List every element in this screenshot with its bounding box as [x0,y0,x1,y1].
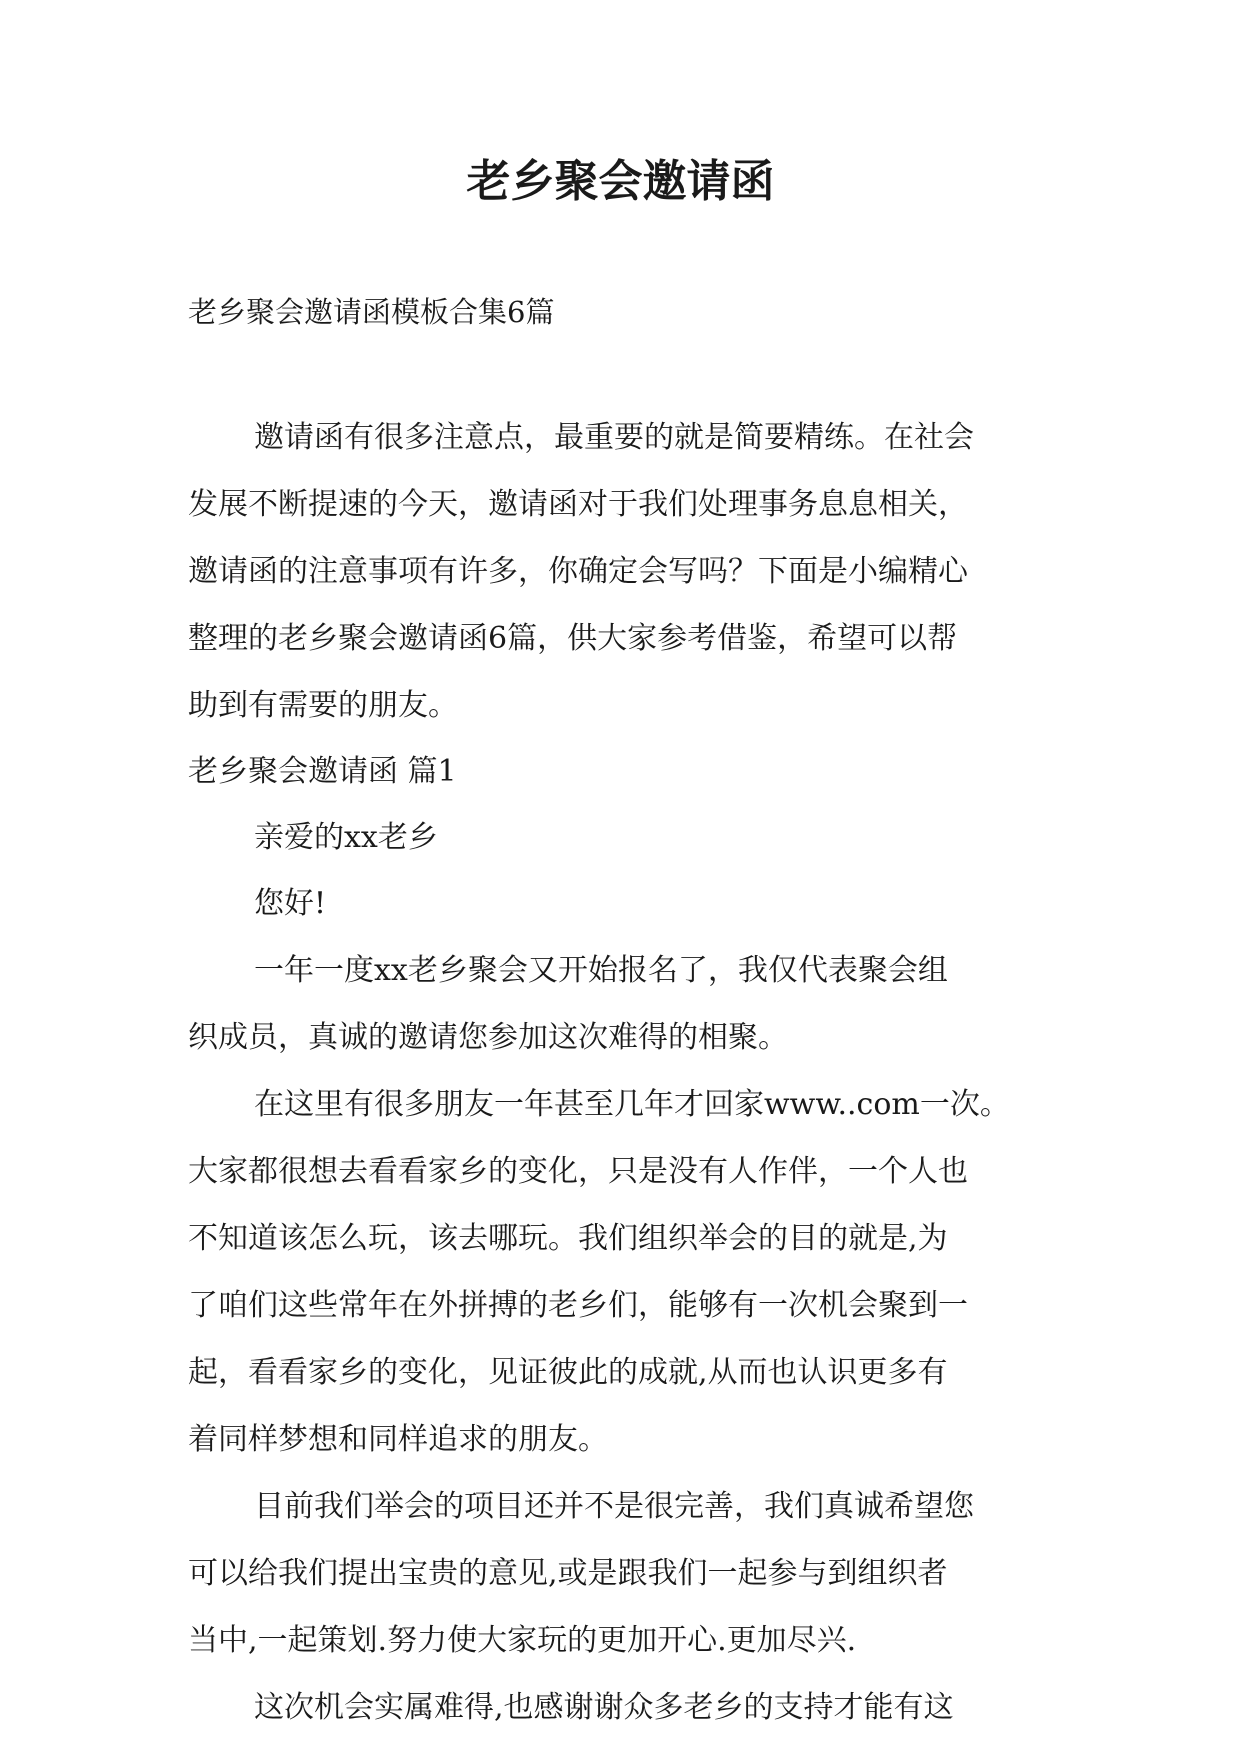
paragraph-line: 发展不断提速的今天，邀请函对于我们处理事务息息相关， [188,487,968,522]
document-subtitle: 老乡聚会邀请函模板合集6篇 [188,295,555,329]
greeting: 您好! [254,886,327,921]
paragraph-line: 着同样梦想和同样追求的朋友。 [188,1422,608,1457]
paragraph-line: 一年一度xx老乡聚会又开始报名了，我仅代表聚会组 [254,953,948,988]
paragraph-line: 在这里有很多朋友一年甚至几年才回家www..com一次。 [254,1087,1010,1122]
paragraph-line: 当中,一起策划.努力使大家玩的更加开心.更加尽兴. [188,1623,857,1658]
paragraph-line: 助到有需要的朋友。 [188,688,458,723]
salutation: 亲爱的xx老乡 [254,820,438,855]
paragraph-line: 织成员，真诚的邀请您参加这次难得的相聚。 [188,1020,788,1055]
paragraph-line: 大家都很想去看看家乡的变化，只是没有人作伴，一个人也 [188,1154,968,1189]
section-heading: 老乡聚会邀请函 篇1 [188,754,457,789]
paragraph-line: 整理的老乡聚会邀请函6篇，供大家参考借鉴，希望可以帮 [188,621,958,656]
paragraph-line: 可以给我们提出宝贵的意见,或是跟我们一起参与到组织者 [188,1556,948,1591]
paragraph-line: 目前我们举会的项目还并不是很完善，我们真诚希望您 [254,1489,974,1524]
document-body [188,404,1050,1741]
paragraph-line: 这次机会实属难得,也感谢谢众多老乡的支持才能有这 [254,1690,954,1725]
document-title: 老乡聚会邀请函 [466,156,775,207]
paragraph-line: 不知道该怎么玩，该去哪玩。我们组织举会的目的就是,为 [188,1221,948,1256]
paragraph-line: 了咱们这些常年在外拼搏的老乡们，能够有一次机会聚到一 [188,1288,968,1323]
paragraph-line: 起，看看家乡的变化，见证彼此的成就,从而也认识更多有 [188,1355,948,1390]
paragraph-line: 邀请函的注意事项有许多，你确定会写吗？下面是小编精心 [188,554,968,589]
paragraph-line: 邀请函有很多注意点，最重要的就是简要精练。在社会 [254,420,974,455]
